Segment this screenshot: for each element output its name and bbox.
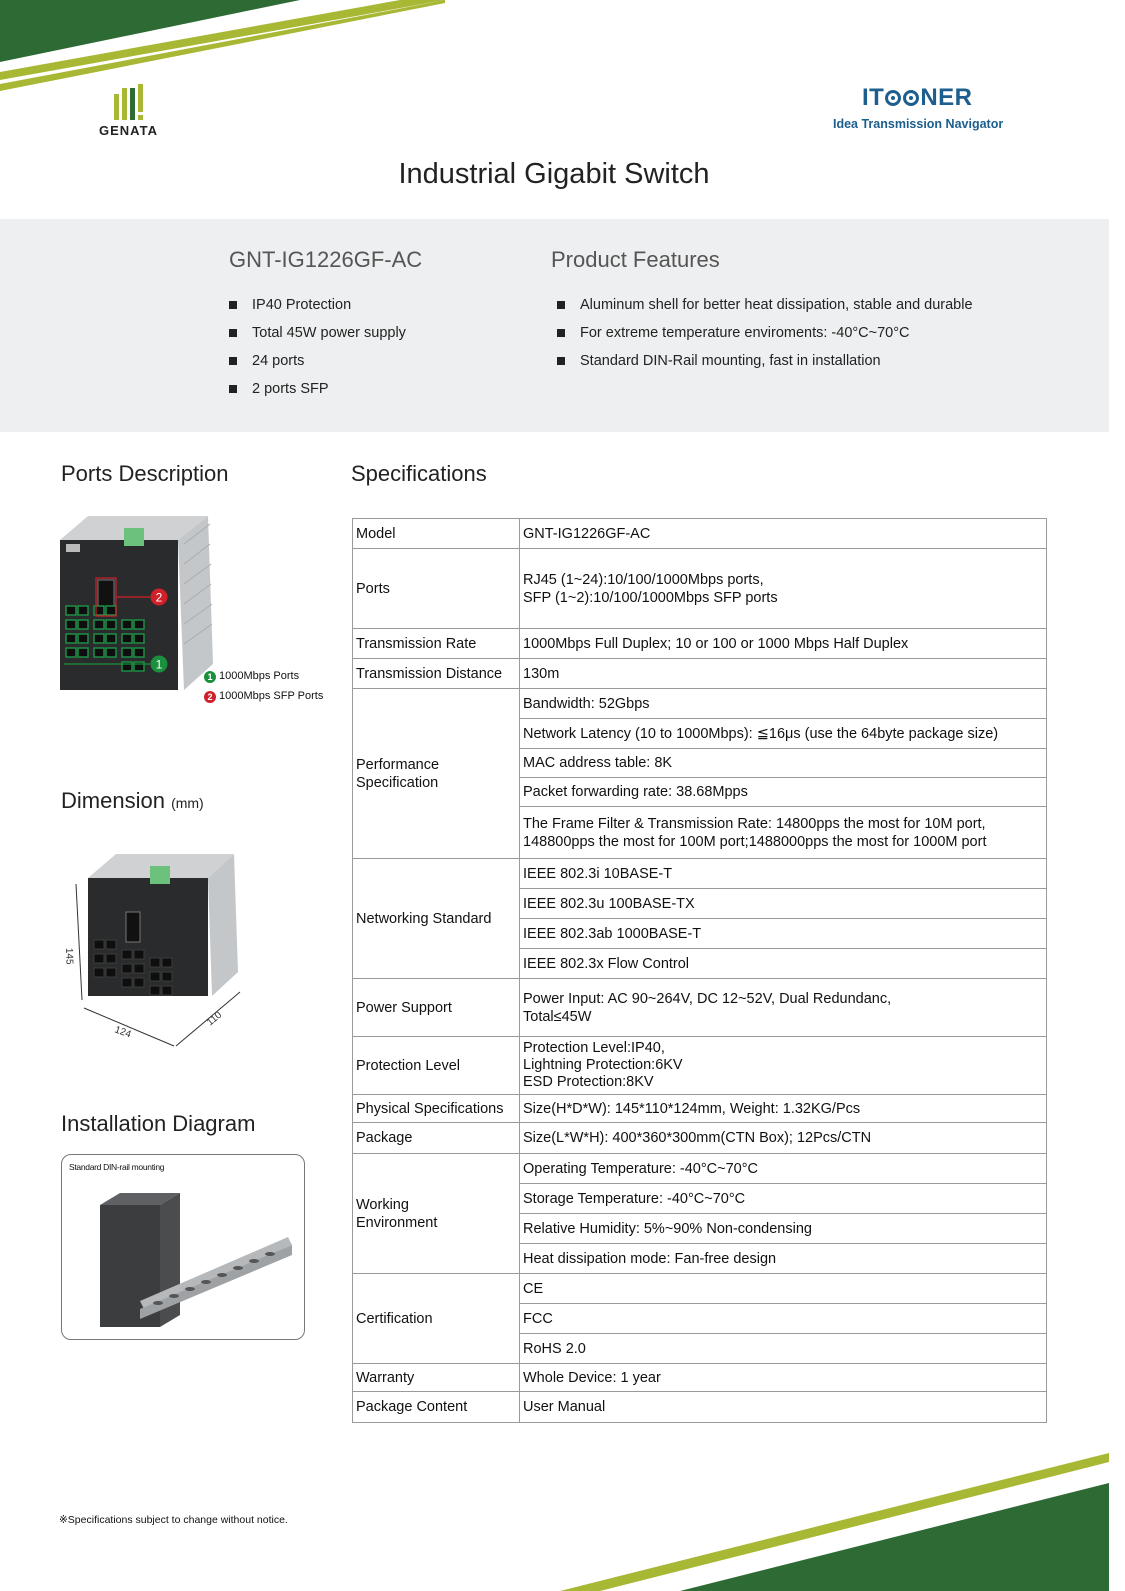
spec-key: Package Content bbox=[353, 1392, 520, 1423]
legend-label: 1000Mbps SFP Ports bbox=[219, 690, 324, 702]
specifications-table bbox=[352, 518, 1047, 1423]
spec-value: IEEE 802.3x Flow Control bbox=[520, 949, 1047, 979]
spec-value: Relative Humidity: 5%~90% Non-condensing bbox=[520, 1214, 1047, 1244]
spec-key: Physical Specifications bbox=[353, 1095, 520, 1123]
switch-front-image bbox=[58, 514, 218, 694]
table-row bbox=[353, 519, 1047, 549]
table-row bbox=[353, 659, 1047, 689]
spec-key: Transmission Distance bbox=[353, 659, 520, 689]
spec-key: Transmission Rate bbox=[353, 629, 520, 659]
bottom-right-stripes bbox=[560, 1450, 1125, 1591]
dimension-width-label: 124 bbox=[112, 1024, 133, 1041]
spec-value: CE bbox=[520, 1274, 1047, 1304]
table-row bbox=[353, 1095, 1047, 1123]
page-title: Industrial Gigabit Switch bbox=[398, 158, 710, 190]
spec-value: GNT-IG1226GF-AC bbox=[520, 519, 1047, 549]
spec-value: 130m bbox=[520, 659, 1047, 689]
legend-label: 1000Mbps Ports bbox=[219, 670, 300, 682]
top-left-stripes bbox=[0, 0, 460, 95]
ports-description-title: Ports Description bbox=[61, 461, 229, 486]
dimension-drawing bbox=[62, 850, 247, 1050]
table-row bbox=[353, 549, 1047, 629]
din-rail-image bbox=[92, 1185, 302, 1335]
dimension-height-label: 145 bbox=[63, 947, 75, 965]
eye-icon bbox=[903, 90, 919, 106]
marker-rj45-number: 1 bbox=[155, 657, 163, 672]
table-row bbox=[353, 1037, 1047, 1095]
table-row bbox=[353, 1154, 1047, 1184]
spec-value: MAC address table: 8K bbox=[520, 749, 1047, 778]
dimension-unit: (mm) bbox=[171, 795, 204, 811]
spec-value: IEEE 802.3u 100BASE-TX bbox=[520, 889, 1047, 919]
spec-key: Ports bbox=[353, 549, 520, 629]
table-row bbox=[353, 979, 1047, 1037]
table-row bbox=[353, 629, 1047, 659]
legend-item-sfp bbox=[204, 686, 323, 706]
ports-legend bbox=[204, 666, 323, 706]
spec-value: RoHS 2.0 bbox=[520, 1334, 1047, 1364]
list-item: 24 ports bbox=[229, 347, 406, 375]
spec-value: Power Input: AC 90~264V, DC 12~52V, Dual Redundanc, Total≤45W bbox=[520, 979, 1047, 1037]
legend-marker: 2 bbox=[204, 691, 216, 703]
genata-logo-text: GENATA bbox=[99, 123, 158, 138]
spec-key: Package bbox=[353, 1123, 520, 1154]
features-list bbox=[557, 291, 973, 375]
table-row bbox=[353, 1364, 1047, 1392]
dimension-title-text: Dimension bbox=[61, 788, 165, 813]
table-row bbox=[353, 1274, 1047, 1304]
spec-value: FCC bbox=[520, 1304, 1047, 1334]
features-heading: Product Features bbox=[551, 247, 720, 272]
spec-value: Protection Level:IP40, Lightning Protection:6KV ESD Protection:8KV bbox=[520, 1037, 1047, 1095]
spec-value: User Manual bbox=[520, 1392, 1047, 1423]
table-row bbox=[353, 1123, 1047, 1154]
spec-value: Size(H*D*W): 145*110*124mm, Weight: 1.32KG/Pcs bbox=[520, 1095, 1047, 1123]
eye-icon bbox=[885, 90, 901, 106]
legend-item-rj45 bbox=[204, 666, 323, 686]
model-points bbox=[229, 291, 406, 403]
table-row bbox=[353, 859, 1047, 889]
spec-key: Working Environment bbox=[353, 1154, 520, 1274]
installation-caption: Standard DIN-rail mounting bbox=[69, 1162, 165, 1172]
spec-key: Performance Specification bbox=[353, 689, 520, 859]
spec-value: Size(L*W*H): 400*360*300mm(CTN Box); 12Pcs/CTN bbox=[520, 1123, 1047, 1154]
list-item: IP40 Protection bbox=[229, 291, 406, 319]
spec-value: Whole Device: 1 year bbox=[520, 1364, 1047, 1392]
list-item: Standard DIN-Rail mounting, fast in installation bbox=[557, 347, 973, 375]
list-item: 2 ports SFP bbox=[229, 375, 406, 403]
genata-logo-icon bbox=[112, 84, 152, 120]
dimension-depth-label: 110 bbox=[204, 1009, 225, 1029]
itooner-logo: IT NER bbox=[862, 84, 973, 111]
itooner-tagline: Idea Transmission Navigator bbox=[833, 117, 1004, 131]
marker-sfp-number: 2 bbox=[155, 590, 163, 605]
spec-key: Certification bbox=[353, 1274, 520, 1364]
spec-value: IEEE 802.3ab 1000BASE-T bbox=[520, 919, 1047, 949]
spec-value: Storage Temperature: -40°C~70°C bbox=[520, 1184, 1047, 1214]
model-heading: GNT-IG1226GF-AC bbox=[229, 247, 423, 272]
spec-key: Model bbox=[353, 519, 520, 549]
overview-band bbox=[0, 219, 1109, 432]
spec-value: Operating Temperature: -40°C~70°C bbox=[520, 1154, 1047, 1184]
dimension-title bbox=[61, 788, 204, 814]
spec-value: Heat dissipation mode: Fan-free design bbox=[520, 1244, 1047, 1274]
table-row bbox=[353, 1392, 1047, 1423]
spec-value: Packet forwarding rate: 38.68Mpps bbox=[520, 778, 1047, 807]
list-item: Total 45W power supply bbox=[229, 319, 406, 347]
installation-diagram bbox=[61, 1154, 305, 1340]
legend-marker: 1 bbox=[204, 671, 216, 683]
list-item: For extreme temperature enviroments: -40°C~70°C bbox=[557, 319, 973, 347]
spec-value: IEEE 802.3i 10BASE-T bbox=[520, 859, 1047, 889]
spec-value: Bandwidth: 52Gbps bbox=[520, 689, 1047, 719]
footnote: ※Specifications subject to change without notice. bbox=[59, 1514, 288, 1526]
spec-value: RJ45 (1~24):10/100/1000Mbps ports, SFP (1~2):10/100/1000Mbps SFP ports bbox=[520, 549, 1047, 629]
spec-value: 1000Mbps Full Duplex; 10 or 100 or 1000 Mbps Half Duplex bbox=[520, 629, 1047, 659]
list-item: Aluminum shell for better heat dissipation, stable and durable bbox=[557, 291, 973, 319]
spec-key: Networking Standard bbox=[353, 859, 520, 979]
spec-value: The Frame Filter & Transmission Rate: 14800pps the most for 10M port, 148800pps the most for 100M port;1488000pps the most for 1000M port bbox=[520, 807, 1047, 859]
spec-value: Network Latency (10 to 1000Mbps): ≦16μs (use the 64byte package size) bbox=[520, 719, 1047, 749]
specifications-title: Specifications bbox=[351, 461, 487, 486]
spec-key: Warranty bbox=[353, 1364, 520, 1392]
spec-key: Power Support bbox=[353, 979, 520, 1037]
installation-title: Installation Diagram bbox=[61, 1111, 256, 1136]
spec-key: Protection Level bbox=[353, 1037, 520, 1095]
table-row bbox=[353, 689, 1047, 719]
